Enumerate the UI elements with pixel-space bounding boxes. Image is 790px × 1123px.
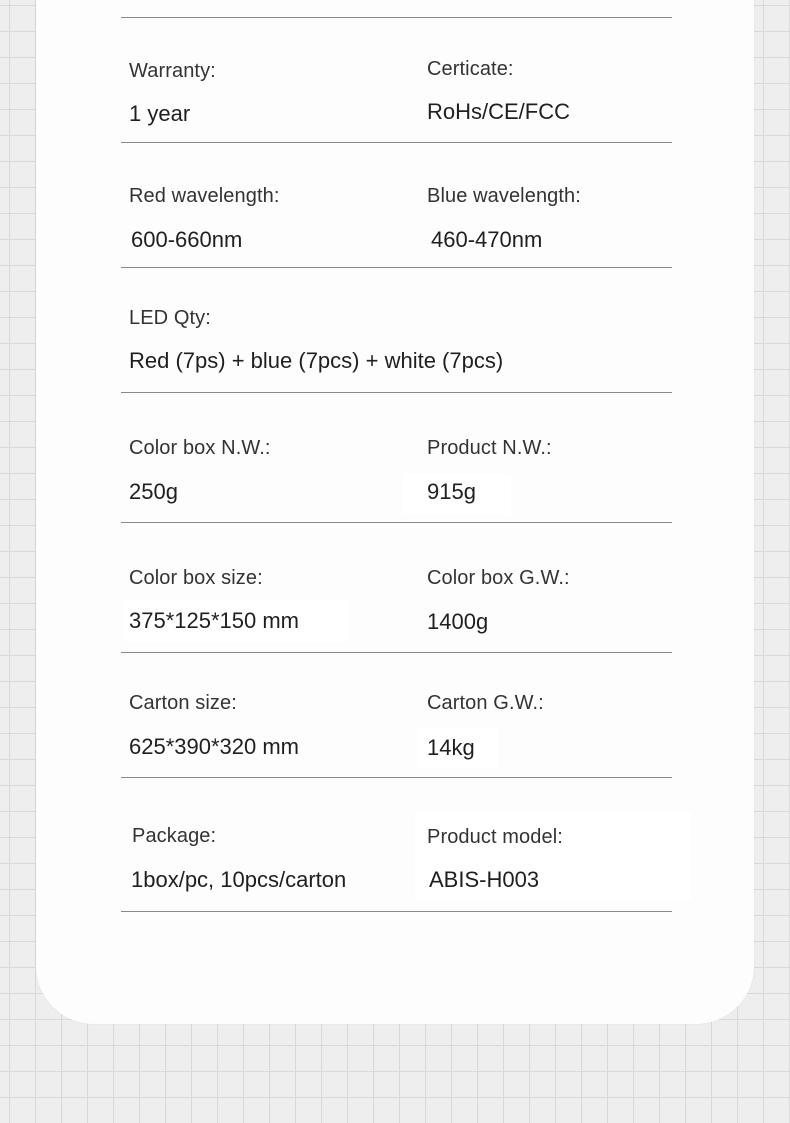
red-wavelength-label: Red wavelength:	[129, 185, 280, 207]
led-qty-label: LED Qty:	[129, 307, 211, 329]
divider	[121, 522, 672, 523]
carton-size-value: 625*390*320 mm	[129, 734, 300, 759]
color-box-gw-label: Color box G.W.:	[427, 567, 570, 589]
blue-wavelength-label: Blue wavelength:	[427, 185, 581, 207]
package-value: 1box/pc, 10pcs/carton	[131, 867, 347, 892]
divider	[121, 392, 672, 393]
warranty-label: Warranty:	[129, 60, 216, 82]
certificate-value: RoHs/CE/FCC	[427, 99, 571, 124]
product-nw-value: 915g	[427, 479, 476, 504]
divider	[121, 652, 672, 653]
red-wavelength-value: 600-660nm	[131, 227, 243, 252]
product-model-label: Product model:	[427, 826, 563, 848]
color-box-gw-value: 1400g	[427, 609, 489, 634]
divider	[121, 142, 672, 143]
color-box-size-label: Color box size:	[129, 567, 263, 589]
carton-gw-value: 14kg	[427, 735, 475, 760]
color-box-nw-value: 250g	[129, 479, 178, 504]
divider-bottom	[121, 911, 672, 912]
certificate-label: Certicate:	[427, 58, 514, 80]
product-nw-label: Product N.W.:	[427, 437, 552, 459]
blue-wavelength-value: 460-470nm	[431, 227, 543, 252]
divider	[121, 267, 672, 268]
product-model-value: ABIS-H003	[429, 867, 540, 892]
led-qty-value: Red (7ps) + blue (7pcs) + white (7pcs)	[129, 348, 504, 373]
color-box-size-value: 375*125*150 mm	[129, 608, 300, 633]
color-box-nw-label: Color box N.W.:	[129, 437, 271, 459]
package-label: Package:	[132, 825, 217, 847]
divider	[121, 777, 672, 778]
warranty-value: 1 year	[129, 101, 191, 126]
carton-gw-label: Carton G.W.:	[427, 692, 544, 714]
divider-top	[121, 17, 672, 18]
carton-size-label: Carton size:	[129, 692, 237, 714]
